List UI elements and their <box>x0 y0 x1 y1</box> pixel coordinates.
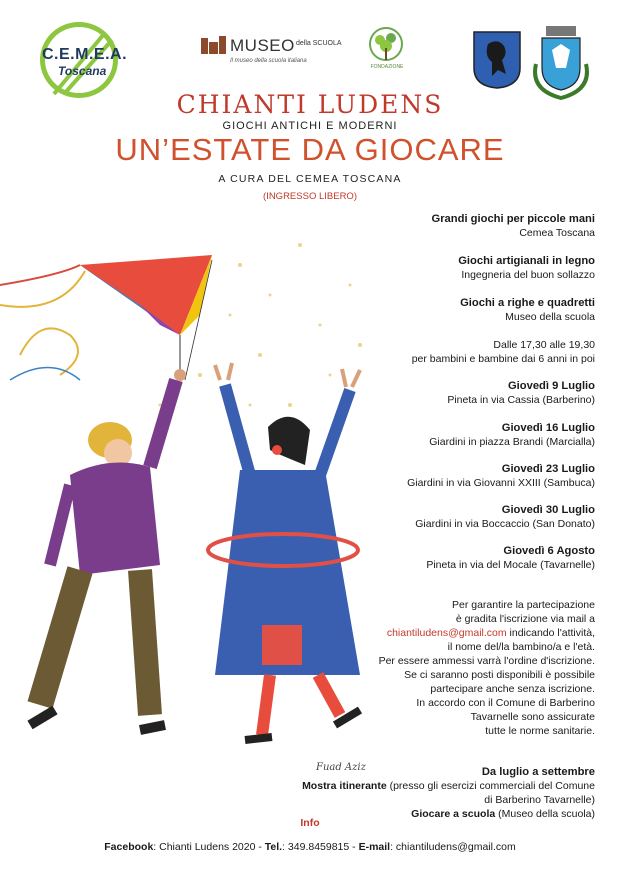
reg-line: Se ci saranno posti disponibili è possibile <box>404 669 595 681</box>
scuola-label: Giocare a scuola <box>411 808 496 820</box>
date-place: Pineta in via Cassia (Barberino) <box>447 394 595 406</box>
boy-figure <box>30 369 186 730</box>
municipal-crest-icon <box>530 24 592 100</box>
tree-logo-label: FONDAZIONE <box>370 64 404 70</box>
reg-line: Per essere ammessi varrà l'ordine d'iscrizione. <box>378 655 595 667</box>
date-place: Giardini in via Giovanni XXIII (Sambuca) <box>407 477 595 489</box>
email-label: E-mail <box>358 841 391 853</box>
girl-figure <box>208 363 360 740</box>
event-subtitle: GIOCHI ANTICHI E MODERNI <box>222 120 398 132</box>
schedule-time: Dalle 17,30 alle 19,30 <box>493 339 595 351</box>
cemea-logo-name: C.E.M.E.A. <box>42 46 128 63</box>
reg-line: indicando l'attività, <box>506 627 595 639</box>
activity-name: Giochi a righe e quadretti <box>460 297 595 309</box>
date-place: Giardini in piazza Brandi (Marcialla) <box>429 436 595 448</box>
kids-playing-illustration <box>0 205 420 775</box>
activity-name: Giochi artigianali in legno <box>458 255 595 267</box>
info-title: Info <box>300 817 320 829</box>
activity-by: Cemea Toscana <box>519 227 595 239</box>
cemea-logo-sub: Toscana <box>58 64 107 78</box>
extra-events <box>302 765 595 821</box>
date-place: Giardini in via Boccaccio (San Donato) <box>415 518 595 530</box>
registration-email-link[interactable]: chiantiludens@gmail.com <box>386 627 507 639</box>
date-label: Giovedì 23 Luglio <box>501 463 595 475</box>
mostra-label: Mostra itinerante <box>302 780 387 792</box>
main-title: UN’ESTATE DA GIOCARE <box>115 132 505 167</box>
facebook-value[interactable]: : Chianti Ludens 2020 - <box>153 841 265 853</box>
reg-line: In accordo con il Comune di Barberino <box>416 697 595 709</box>
tel-value[interactable]: : 349.8459815 - <box>282 841 359 853</box>
date-place: Pineta in via del Mocale (Tavarnelle) <box>426 559 595 571</box>
reg-line: è gradita l'iscrizione via mail a <box>455 613 595 625</box>
museo-scuola-logo-icon <box>200 34 228 56</box>
date-entry <box>429 421 595 449</box>
info-footer <box>0 817 620 853</box>
lion-crest-icon <box>472 30 522 90</box>
mostra-line <box>302 779 595 793</box>
date-entry <box>426 544 595 572</box>
reg-line: Per garantire la partecipazione <box>451 599 595 611</box>
tel-label: Tel. <box>264 841 283 853</box>
email-value[interactable]: : chiantiludens@gmail.com <box>390 841 516 853</box>
curated-by: A CURA DEL CEMEA TOSCANA <box>218 173 402 185</box>
activity-name: Grandi giochi per piccole mani <box>431 213 595 225</box>
artist-signature: Fuad Aziz <box>316 762 366 773</box>
date-label: Giovedì 6 Agosto <box>503 545 595 557</box>
activity-by: Ingegneria del buon sollazzo <box>461 269 595 281</box>
reg-line: il nome del/la bambino/a e l'età. <box>447 641 595 653</box>
registration-info <box>379 598 595 738</box>
activity-1 <box>432 212 596 240</box>
event-title: CHIANTI LUDENS <box>176 90 444 119</box>
kite-icon <box>80 255 212 375</box>
reg-line: partecipare anche senza iscrizione. <box>430 683 595 695</box>
scuola-desc: (Museo della scuola) <box>495 808 595 820</box>
museo-logo-tagline: Il museo della scuola italiana <box>230 58 307 64</box>
facebook-label: Facebook <box>104 841 154 853</box>
schedule <box>412 338 595 366</box>
schedule-audience: per bambini e bambine dai 6 anni in poi <box>411 353 595 365</box>
info-contacts <box>0 841 620 853</box>
date-entry <box>447 379 595 407</box>
date-label: Giovedì 9 Luglio <box>507 380 595 392</box>
activity-2 <box>458 254 595 282</box>
period-label: Da luglio a settembre <box>481 766 595 778</box>
date-label: Giovedì 16 Luglio <box>501 422 595 434</box>
reg-line-email <box>379 626 595 640</box>
date-entry <box>415 503 595 531</box>
museo-logo-della: della SCUOLA <box>296 40 342 47</box>
museo-logo-name: MUSEO <box>230 36 295 55</box>
activity-by: Museo della scuola <box>505 311 595 323</box>
mostra-desc: (presso gli esercizi commerciali del Comune <box>386 780 595 792</box>
reg-line: tutte le norme sanitarie. <box>485 725 595 737</box>
activity-3 <box>460 296 595 324</box>
date-entry <box>407 462 595 490</box>
free-entry-note: (INGRESSO LIBERO) <box>263 191 357 202</box>
mostra-desc2: di Barberino Tavarnelle) <box>484 794 595 806</box>
date-label: Giovedì 30 Luglio <box>501 504 595 516</box>
reg-line: Tavarnelle sono assicurate <box>470 711 595 723</box>
